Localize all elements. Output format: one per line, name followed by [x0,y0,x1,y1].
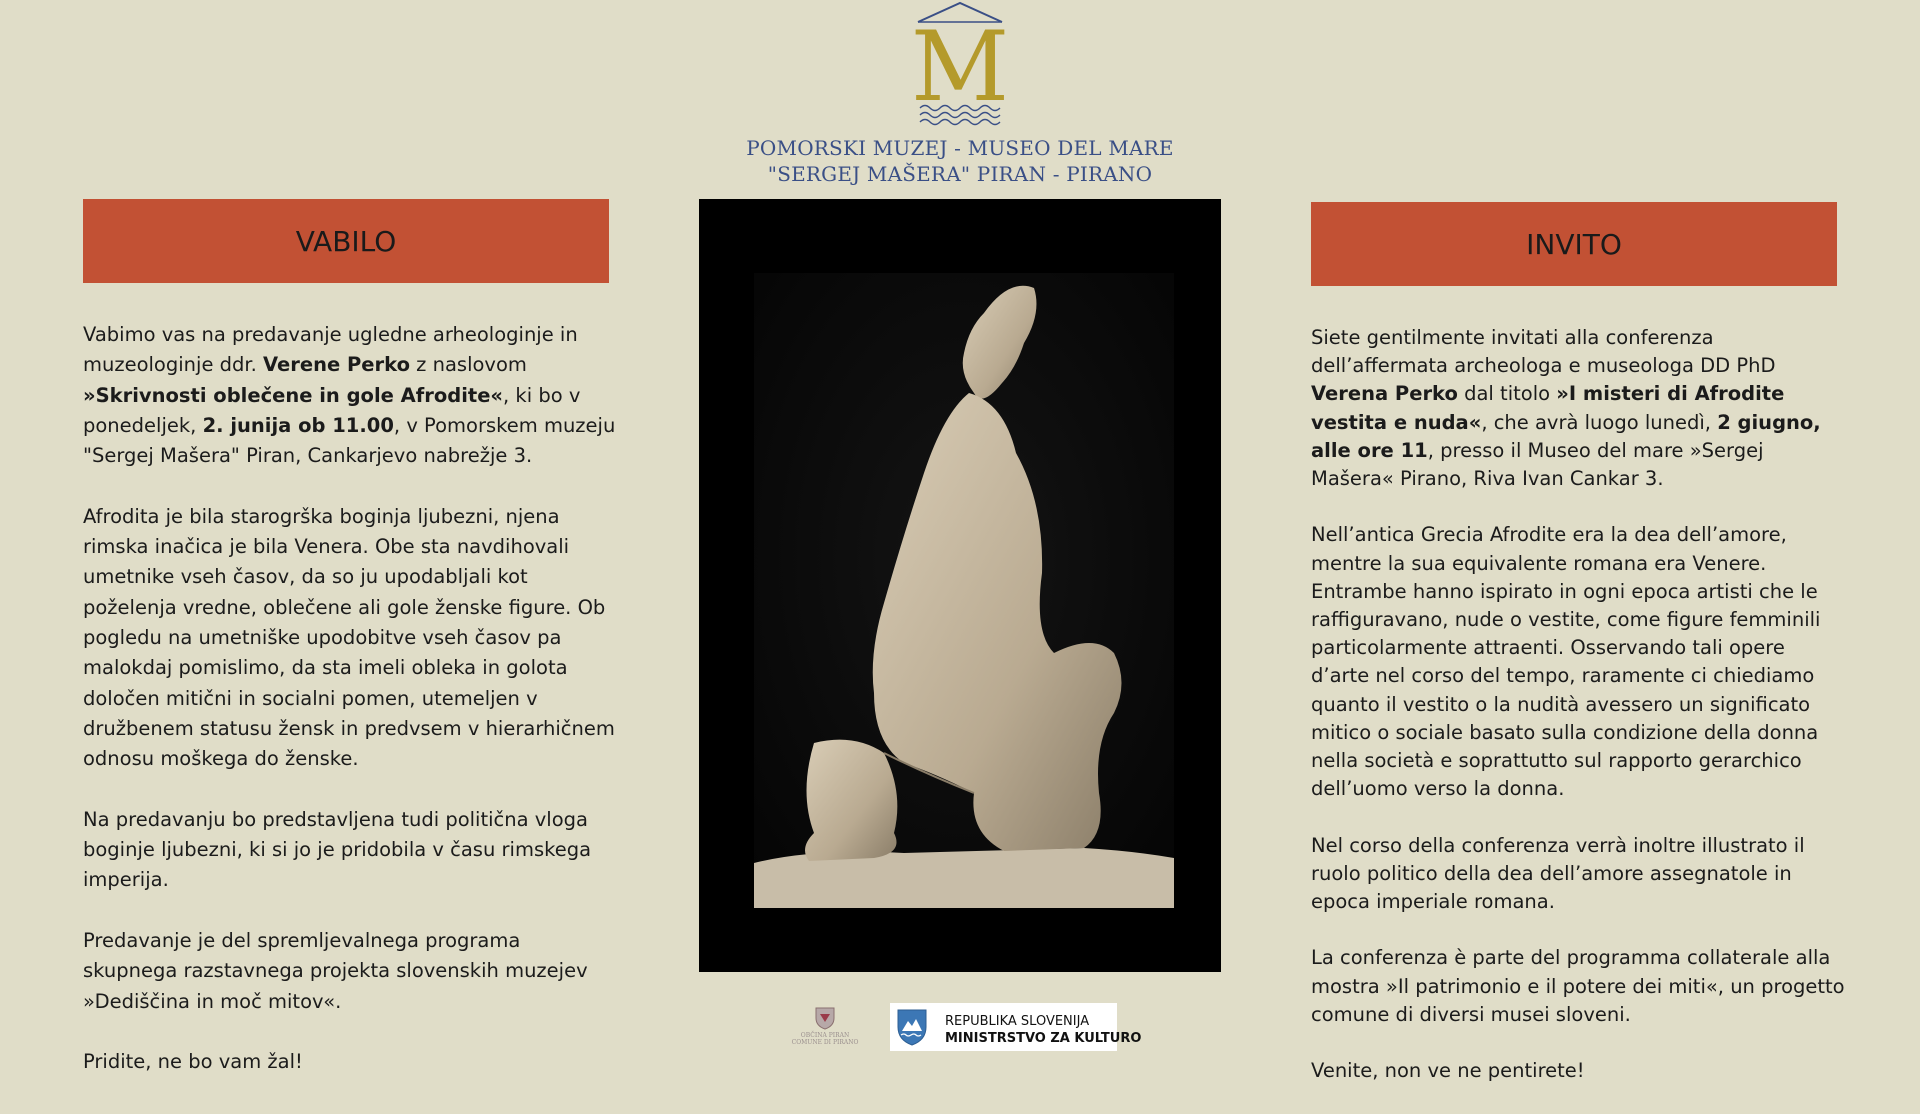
logo-line-2: "SERGEJ MAŠERA" PIRAN - PIRANO [767,162,1153,186]
slovenia-coat-of-arms-icon [894,1007,930,1047]
paragraph-4 [83,926,618,1017]
ministry-label-1: REPUBLIKA SLOVENIJA [945,1014,1090,1029]
piran-label-1: OBČINA PIRAN [800,1032,850,1039]
slovenian-text [83,320,618,1108]
text-span: Vabimo vas na predavanje ugledne arheologinje in muzeologinje ddr. [83,323,578,377]
piran-municipality-logo [790,1006,860,1046]
statue-image [754,273,1174,908]
paragraph-5: Pridite, ne bo vam žal! [83,1050,303,1074]
paragraph-2: Afrodita je bila starogrška boginja ljubezni, njena rimska inačica je bila Venera. Obe sta navdihovali umetnike vseh časov, da so ju upodabljali kot poželenja vredne, oblečene ali gole ženske figure. Ob pogledu na umetniške upodobitve vseh časov pa malokdaj pomislimo, da sta imeli obleka in golota določen mitični in socialni pomen, utemeljen v družbenem statusu žensk in predvsem v hierarhičnem odnosu moškega do ženske. [83,504,615,771]
banner-invito [1311,202,1837,286]
piran-crest-icon [814,1006,836,1030]
sponsor-logos [790,1000,1142,1055]
text-span: z naslovom [409,353,527,377]
paragraph-5: Venite, non ve ne pentirete! [1311,1059,1585,1083]
paragraph-1 [83,320,618,471]
lecture-date: 2 giugno, alle ore 11 [1311,410,1821,462]
banner-vabilo [83,199,609,283]
speaker-name: Verene Perko [263,353,410,377]
text-span: , presso il Museo del mare »Sergej Mašera« Pirano, Riva Ivan Cankar 3. [1311,438,1764,491]
text-span: dal titolo [1457,382,1557,406]
ministry-text [945,1013,1141,1047]
text-span: , ki bo v ponedeljek, [83,383,581,437]
paragraph-2: Nell’antica Grecia Afrodite era la dea dell’amore, mentre la sua equivalente romana era Venere. Entrambe hanno ispirato in ogni epoca artisti che le raffiguravano, nude o vestite, come figure femminili particolarmente attraenti. Osservando tali opere d’arte nel corso del tempo, raramente ci chiediamo quanto il vestito o la nudità avessero un significato mitico o sociale basato sulla condizione della donna nella società e soprattutto sul rapporto gerarchico dell’uomo verso la donna. [1311,523,1821,801]
lecture-date: 2. junija ob 11.00 [202,413,394,437]
text-span: , v Pomorskem muzeju "Sergej Mašera" Piran, Cankarjevo nabrežje 3. [83,413,616,468]
museum-logo [745,0,1175,185]
museum-emblem-icon [910,0,1010,135]
lecture-title: »I misteri di Afrodite vestita e nuda« [1311,382,1785,434]
text-span: Predavanje je del spremljevalnega programa skupnega razstavnega projekta slovenskih muzejev [83,928,588,983]
text-span: Siete gentilmente invitati alla conferenza dell’affermata archeologa e museologa DD PhD [1311,326,1776,378]
paragraph-3: Nel corso della conferenza verrà inoltre illustrato il ruolo politico della dea dell’amore assegnatole in epoca imperiale romana. [1311,833,1805,914]
ministry-of-culture-logo [890,1003,1142,1051]
logo-line-1: POMORSKI MUZEJ - MUSEO DEL MARE [746,136,1174,160]
paragraph-4: La conferenza è parte del programma collaterale alla mostra »Il patrimonio e il potere dei miti«, un progetto comune di diversi musei sloveni. [1311,946,1845,1026]
banner-title: VABILO [295,224,397,258]
text-span: »Dediščina in moč mitov«. [83,989,342,1013]
logo-letter: M [910,11,1010,123]
aphrodite-statue-photo [699,199,1221,972]
ministry-label-2: MINISTRSTVO ZA KULTURO [945,1031,1142,1046]
paragraph-1 [1311,324,1846,493]
italian-text [1311,324,1846,1114]
lecture-title: »Skrivnosti oblečene in gole Afrodite« [83,383,504,407]
paragraph-3: Na predavanju bo predstavljena tudi politična vloga boginje ljubezni, ki si jo je pridobila v času rimskega imperija. [83,807,592,892]
speaker-name: Verena Perko [1311,382,1458,406]
piran-label-2: COMUNE DI PIRANO [791,1039,859,1046]
banner-title: INVITO [1526,227,1622,261]
text-span: , che avrà luogo lunedì, [1481,410,1718,434]
